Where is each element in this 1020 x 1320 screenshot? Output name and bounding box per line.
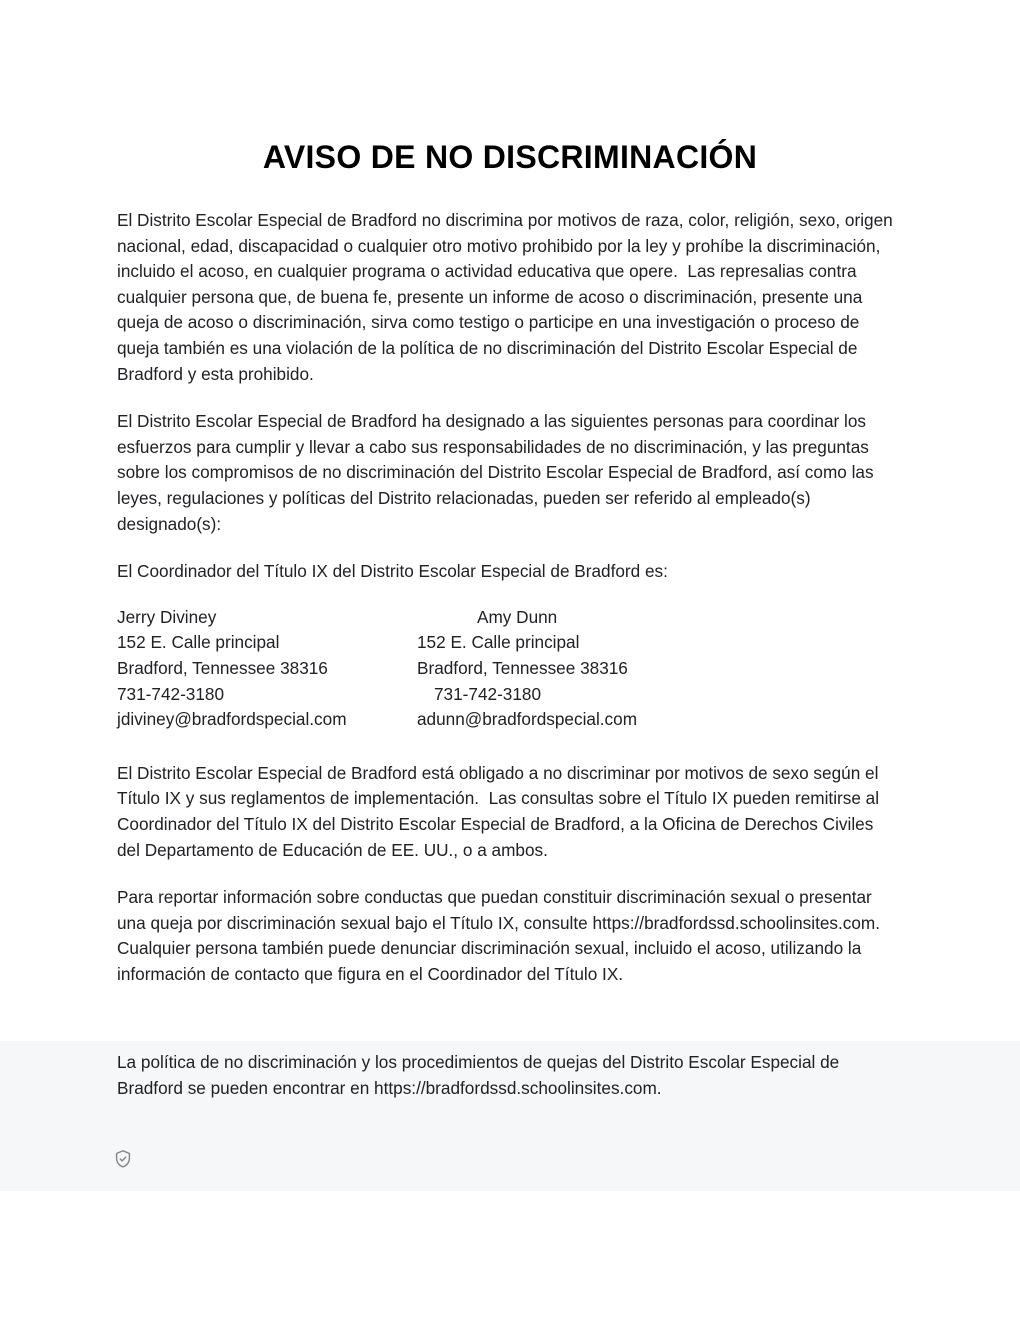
document-body — [117, 208, 899, 1009]
paragraph-reporting: Para reportar información sobre conductas que puedan constituir discriminación sexual o presentar una queja por discriminación sexual bajo el Título IX, consulte https://bradfordssd.schoolinsites.com. Cualquier persona también puede denunciar discriminación sexual, incluido el acoso, utilizando la información de contacto que figura en el Coordinador del Título IX. — [117, 887, 890, 984]
contact-city-state-zip: Bradford, Tennessee 38316 — [117, 657, 328, 678]
contact-card-jerry-diviney — [117, 605, 347, 733]
page-title: AVISO DE NO DISCRIMINACIÓN — [262, 139, 758, 176]
paragraph-title-ix-coordinator: El Coordinador del Título IX del Distrito Escolar Especial de Bradford es: — [117, 561, 668, 582]
contact-address: 152 E. Calle principal — [117, 632, 280, 653]
coordinator-contacts — [117, 605, 899, 737]
shield-check-icon — [112, 1148, 134, 1170]
paragraph-title-ix-obligation: El Distrito Escolar Especial de Bradford está obligado a no discriminar por motivos de sexo según el Título IX y sus reglamentos de implementación. Las consultas sobre el Título IX pueden remitirse al Coordinador del Título IX del Distrito Escolar Especial de Bradford, a la Oficina de Derechos Civiles del Departamento de Educación de EE. UU., o a ambos. — [117, 762, 884, 860]
paragraph-designation: El Distrito Escolar Especial de Bradford ha designado a las siguientes personas para coordinar los esfuerzos para cumplir y llevar a cabo sus responsabilidades de no discriminación, y las preguntas sobre los compromisos de no discriminación del Distrito Escolar Especial de Bradford, así como las leyes, regulaciones y políticas del Distrito relacionadas, pueden ser referido al empleado(s) designado(s): — [117, 411, 879, 534]
contact-address: 152 E. Calle principal — [417, 632, 580, 653]
contact-card-amy-dunn — [417, 605, 637, 733]
contact-name: Amy Dunn — [477, 606, 558, 627]
contact-name: Jerry Diviney — [117, 606, 217, 627]
paragraph-policy-location: La política de no discriminación y los procedimientos de quejas del Distrito Escolar Especial de Bradford se pueden encontrar en https://bradfordssd.schoolinsites.com. — [117, 1052, 845, 1098]
contact-email[interactable]: adunn@bradfordspecial.com — [417, 709, 638, 730]
contact-phone: 731-742-3180 — [434, 683, 542, 704]
contact-phone: 731-742-3180 — [117, 683, 225, 704]
contact-city-state-zip: Bradford, Tennessee 38316 — [417, 657, 628, 678]
contact-email[interactable]: jdiviney@bradfordspecial.com — [117, 709, 347, 730]
paragraph-intro: El Distrito Escolar Especial de Bradford no discrimina por motivos de raza, color, religión, sexo, origen nacional, edad, discapacidad o cualquier otro motivo prohibido por la ley y prohíbe la discriminación, incluido el acoso, en cualquier programa o actividad educativa que opere. Las represalias contra cualquier persona que, de buena fe, presente un informe de acoso o discriminación, presente una queja de acoso o discriminación, sirva como testigo o participe en una investigación o proceso de queja también es una violación de la política de no discriminación del Distrito Escolar Especial de Bradford y esta prohibido. — [117, 210, 898, 384]
